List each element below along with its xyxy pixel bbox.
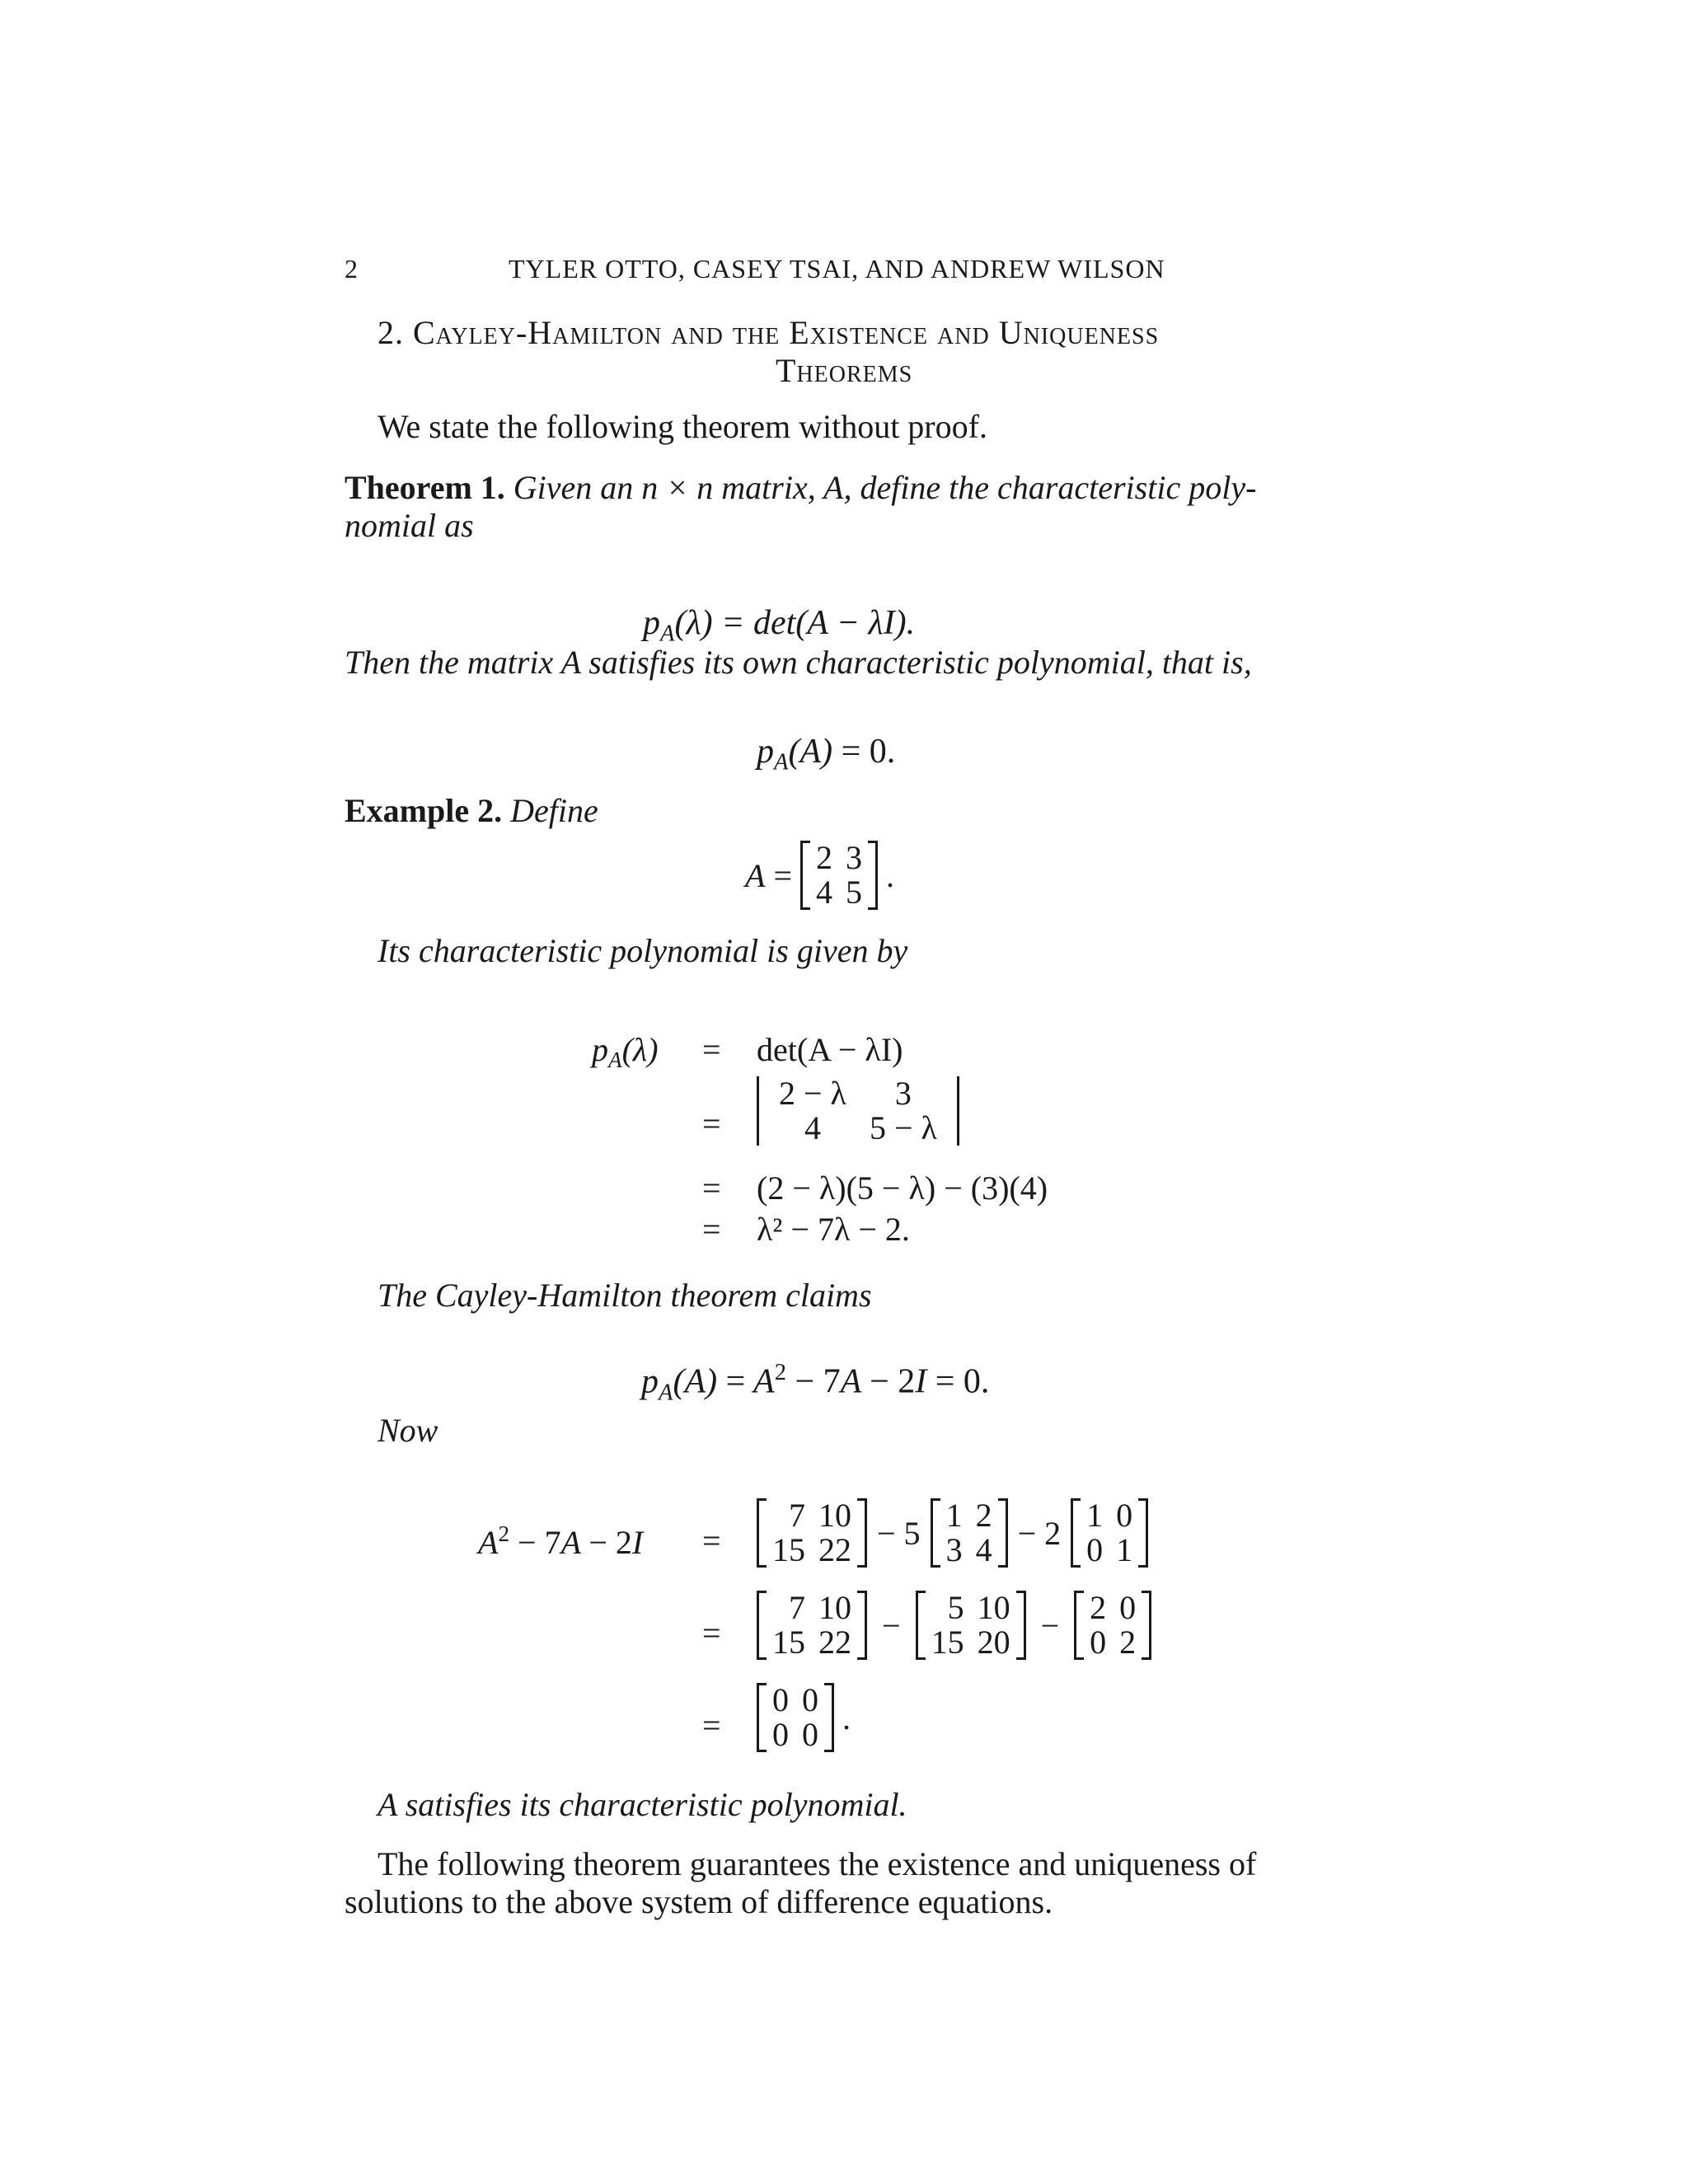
matrix-term2 <box>916 1591 1026 1660</box>
matrix-cell: 15 <box>772 1624 805 1661</box>
matrix-cell: 1 <box>1116 1531 1133 1568</box>
example-label: Example 2. <box>345 792 503 829</box>
theorem-label: Theorem 1. <box>345 469 505 506</box>
operator: − <box>1040 1606 1060 1644</box>
derivation-eq3: = <box>702 1169 721 1207</box>
det-matrix-cell: 2 − λ <box>779 1075 846 1112</box>
det-matrix <box>757 1076 959 1146</box>
theorem-then: Then the matrix A satisfies its own characteristic polynomial, that is, <box>345 644 1252 681</box>
matrix-a-squared <box>757 1591 867 1660</box>
matrix-a-label: A <box>745 856 766 894</box>
matrix-cell: 0 <box>1086 1531 1104 1568</box>
matrix-cell: 15 <box>931 1624 964 1661</box>
matrix-cell: 0 <box>802 1681 818 1718</box>
derivation-lhs: $p_A(\lambda)$ <box>592 1031 659 1073</box>
theorem-block <box>345 468 1256 507</box>
section-title: 2. Cayley-Hamilton and the Existence and Uniqueness <box>377 314 1160 351</box>
matrix-cell: 2 <box>1119 1624 1137 1661</box>
det-matrix-cell: 3 <box>894 1075 912 1112</box>
matrix-a <box>800 841 878 910</box>
now-label: Now <box>377 1412 438 1449</box>
matrix-cell: 1 <box>945 1497 963 1534</box>
verify-eq1: = <box>702 1522 721 1559</box>
matrix-cell: 5 <box>947 1589 964 1626</box>
theorem-text-cont: nomial as <box>345 507 474 544</box>
matrix-cell: 10 <box>818 1589 851 1626</box>
matrix-a-cell: 3 <box>846 839 862 876</box>
coefficient: − 5 <box>877 1514 921 1552</box>
intro-paragraph: We state the following theorem without proof. <box>377 408 987 445</box>
operator: − <box>882 1606 901 1644</box>
matrix-a-cell: 2 <box>816 839 832 876</box>
det-matrix-cell: 4 <box>804 1109 821 1146</box>
matrix-cell: 1 <box>1086 1497 1104 1534</box>
verify-row3: 0 0 0 0 . <box>757 1683 851 1752</box>
matrix-cell: 22 <box>818 1624 851 1661</box>
closing-paragraph-cont: solutions to the above system of difference equations. <box>345 1883 1053 1920</box>
example-conclusion: A satisfies its characteristic polynomial. <box>377 1786 907 1823</box>
matrix-cell: 0 <box>1119 1589 1137 1626</box>
matrix-a-cell: 4 <box>816 874 832 911</box>
matrix-a-squared <box>757 1498 867 1568</box>
matrix-term2 <box>931 1498 1008 1568</box>
closing-paragraph: The following theorem guarantees the existence and uniqueness of <box>377 1845 1257 1882</box>
matrix-cell: 0 <box>772 1716 789 1753</box>
derivation-step1-text: det(A − λI) <box>757 1031 903 1068</box>
verify-row2 <box>757 1591 1151 1660</box>
matrix-cell: 22 <box>818 1531 851 1568</box>
page-number: 2 <box>345 254 358 284</box>
matrix-cell: 10 <box>977 1589 1010 1626</box>
matrix-cell: 2 <box>975 1497 992 1534</box>
derivation-step3: (2 − λ)(5 − λ) − (3)(4) <box>757 1169 1048 1207</box>
matrix-cell: 2 <box>1090 1589 1107 1626</box>
verify-row1 <box>757 1498 1148 1568</box>
verify-lhs: $A^2 - 7A - 2I$ <box>478 1521 644 1561</box>
det-matrix-cell: 5 − λ <box>869 1109 937 1146</box>
theorem-text: Given an n × n matrix, A, define the characteristic poly- <box>513 469 1257 506</box>
theorem-conclusion: $p_A(A) = 0$. <box>757 733 896 776</box>
derivation-step1 <box>757 1030 903 1069</box>
matrix-identity <box>1071 1498 1148 1568</box>
matrix-cell: 7 <box>789 1497 805 1534</box>
matrix-cell: 3 <box>945 1531 963 1568</box>
char-poly-intro: Its characteristic polynomial is given by <box>377 932 908 969</box>
derivation-eq4: = <box>702 1211 721 1248</box>
matrix-cell: 20 <box>977 1624 1010 1661</box>
matrix-cell: 4 <box>975 1531 992 1568</box>
matrix-cell: 0 <box>1116 1497 1133 1534</box>
matrix-cell: 7 <box>789 1589 805 1626</box>
matrix-cell: 0 <box>802 1716 818 1753</box>
matrix-cell: 0 <box>772 1681 789 1718</box>
zero-matrix <box>757 1683 834 1752</box>
derivation-eq2: = <box>702 1105 721 1142</box>
matrix-cell: 15 <box>772 1531 805 1568</box>
derivation-step4: λ² − 7λ − 2. <box>757 1211 910 1248</box>
ch-claim: $p_A(A) = A^2 - 7A - 2I = 0$. <box>641 1360 990 1406</box>
verify-eq3: = <box>702 1707 721 1744</box>
coefficient: − 2 <box>1017 1514 1062 1552</box>
example-heading <box>345 791 598 830</box>
matrix-term3 <box>1074 1591 1151 1660</box>
det-matrix-wrap <box>757 1076 959 1146</box>
matrix-a-cell: 5 <box>846 874 862 911</box>
section-title-cont: Theorems <box>776 352 913 389</box>
verify-eq2: = <box>702 1615 721 1652</box>
derivation-eq1: = <box>702 1031 721 1068</box>
ch-claim-intro: The Cayley-Hamilton theorem claims <box>377 1277 872 1314</box>
running-header: TYLER OTTO, CASEY TSAI, AND ANDREW WILSON <box>509 254 1165 284</box>
matrix-a-equation: A = 2 3 4 5 . <box>745 839 894 911</box>
matrix-cell: 0 <box>1090 1624 1107 1661</box>
char-poly-definition: $p_A(\lambda) = \det(A - \lambda I)$. <box>643 604 916 647</box>
example-define: Define <box>510 792 598 829</box>
matrix-cell: 10 <box>818 1497 851 1534</box>
